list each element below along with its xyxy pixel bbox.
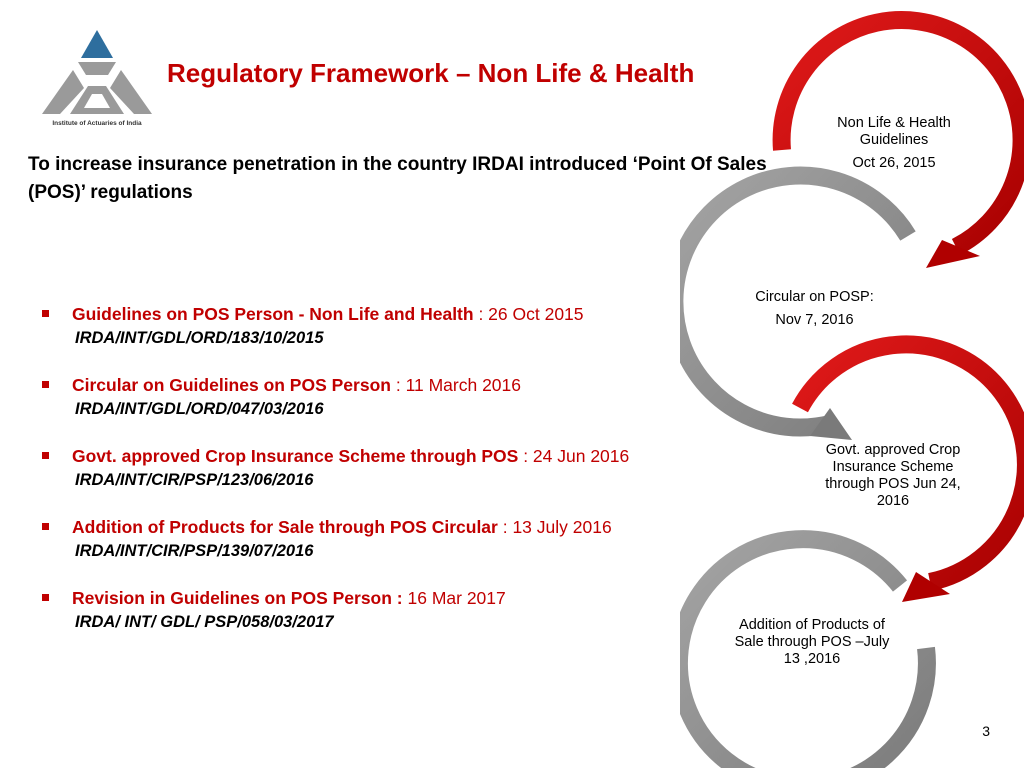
guideline-list [40,302,720,657]
timeline-step-4 [731,617,893,668]
timeline-step-label: Addition of Products of Sale through POS –July 13 ,2016 [734,617,890,667]
guideline-title: Guidelines on POS Person - Non Life and Health [72,304,474,324]
guideline-date: 11 March 2016 [405,375,522,395]
guideline-title: Addition of Products for Sale through POS Circular [72,517,498,537]
timeline-step-2 [732,289,897,329]
timeline-step-date: Oct 26, 2015 [852,155,936,171]
guideline-date: 13 July 2016 [512,517,612,537]
bullet-icon [42,523,49,530]
logo-caption: Institute of Actuaries of India [52,120,142,127]
bullet-icon [42,310,49,317]
guideline-date: 26 Oct 2015 [488,304,584,324]
guideline-title: Revision in Guidelines on POS Person : [72,588,403,608]
actuaries-logo-icon [38,28,156,120]
timeline-step-label: Circular on POSP: [755,289,874,305]
guideline-date: 16 Mar 2017 [407,588,506,608]
timeline-step-date: Nov 7, 2016 [775,312,854,328]
guideline-reference: IRDA/ INT/ GDL/ PSP/058/03/2017 [75,613,334,631]
timeline-step-label: Non Life & Health Guidelines [837,115,951,148]
page-title: Regulatory Framework – Non Life & Health [167,58,695,88]
timeline-step-label: Govt. approved Crop Insurance Scheme through POS Jun 24, 2016 [825,442,961,509]
guideline-reference: IRDA/INT/GDL/ORD/047/03/2016 [75,400,324,418]
bullet-icon [42,381,49,388]
guideline-title: Circular on Guidelines on POS Person [72,375,391,395]
list-item [40,444,720,492]
guideline-reference: IRDA/INT/CIR/PSP/123/06/2016 [75,471,314,489]
list-item [40,515,720,563]
logo [38,28,156,128]
bullet-icon [42,594,49,601]
bullet-icon [42,452,49,459]
list-item [40,302,720,350]
guideline-separator: : [497,517,513,537]
list-item [40,373,720,421]
timeline-step-1 [814,115,974,172]
intro-text: To increase insurance penetration in the country IRDAI introduced ‘Point Of Sales (POS)’ regulations [28,154,767,203]
timeline-flow [680,0,1024,768]
guideline-separator: : [473,304,489,324]
guideline-reference: IRDA/INT/CIR/PSP/139/07/2016 [75,542,314,560]
guideline-title: Govt. approved Crop Insurance Scheme through POS [72,446,519,466]
guideline-separator: : [390,375,406,395]
page-number: 3 [982,723,990,739]
guideline-separator: : [518,446,533,466]
guideline-date: 24 Jun 2016 [532,446,630,466]
guideline-reference: IRDA/INT/GDL/ORD/183/10/2015 [75,329,324,347]
timeline-step-3 [809,442,977,510]
list-item [40,586,720,634]
